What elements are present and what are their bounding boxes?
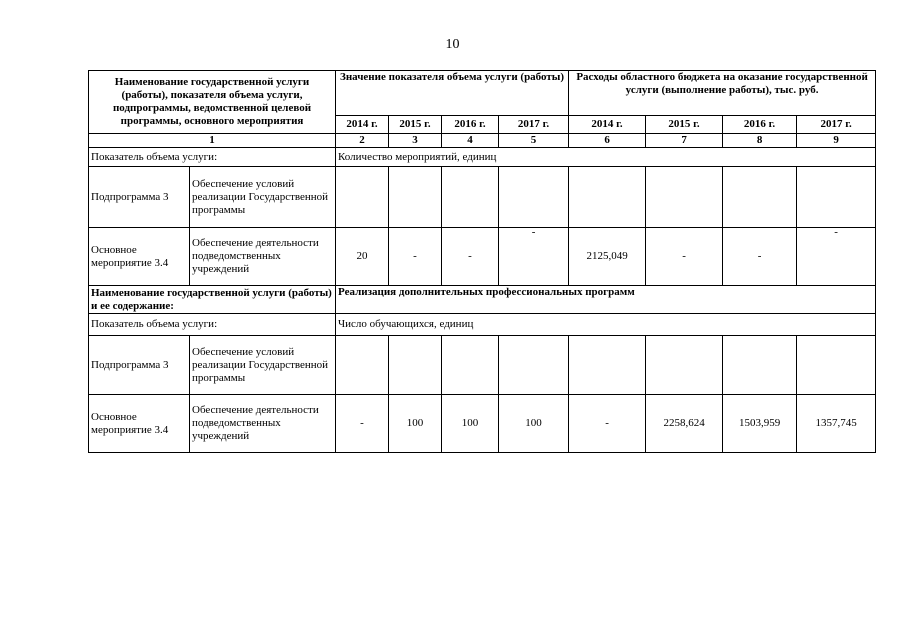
expense-cell	[797, 228, 876, 286]
page-number: 10	[445, 37, 460, 52]
column-number: 2	[336, 134, 389, 148]
column-number: 1	[89, 134, 336, 148]
value-cell: 20	[336, 228, 389, 286]
subprogram-label: Подпрограмма 3	[89, 167, 190, 228]
expense-cell	[569, 167, 646, 228]
expense-cell	[646, 167, 723, 228]
value-cell	[389, 336, 442, 395]
year-header: 2017 г.	[499, 116, 569, 134]
service-name-value: Реализация дополнительных профессиональных программ	[336, 286, 876, 314]
measure-label: Основное мероприятие 3.4	[89, 228, 190, 286]
value-cell: 100	[442, 395, 499, 453]
value-cell	[336, 167, 389, 228]
header-value-group: Значение показателя объема услуги (работы)	[336, 71, 569, 116]
header-name-column: Наименование государственной услуги (работы), показателя объема услуги, подпрограммы, ведомственной целевой программы, основного мероприятия	[89, 71, 336, 134]
measure-label: Основное мероприятие 3.4	[89, 395, 190, 453]
value-cell: 100	[389, 395, 442, 453]
column-number: 5	[499, 134, 569, 148]
year-header: 2017 г.	[797, 116, 876, 134]
value-cell: -	[336, 395, 389, 453]
column-number: 7	[646, 134, 723, 148]
dash-mark: -	[531, 227, 536, 238]
column-number: 4	[442, 134, 499, 148]
measure-description: Обеспечение деятельности подведомственных учреждений	[190, 228, 336, 286]
column-number: 9	[797, 134, 876, 148]
expense-cell	[797, 336, 876, 395]
year-header: 2016 г.	[442, 116, 499, 134]
year-header: 2016 г.	[723, 116, 797, 134]
expense-cell: -	[569, 395, 646, 453]
value-cell: -	[442, 228, 499, 286]
value-cell	[442, 336, 499, 395]
value-cell	[499, 167, 569, 228]
indicator-label: Показатель объема услуги:	[89, 148, 336, 167]
year-header: 2015 г.	[646, 116, 723, 134]
subprogram-label: Подпрограмма 3	[89, 336, 190, 395]
expense-cell	[723, 167, 797, 228]
value-cell	[499, 228, 569, 286]
value-cell: 100	[499, 395, 569, 453]
expense-cell: 1357,745	[797, 395, 876, 453]
value-cell	[336, 336, 389, 395]
year-header: 2014 г.	[569, 116, 646, 134]
service-volume-table	[88, 70, 876, 453]
expense-cell	[646, 336, 723, 395]
indicator-value: Число обучающихся, единиц	[336, 314, 876, 336]
column-number: 8	[723, 134, 797, 148]
indicator-label: Показатель объема услуги:	[89, 314, 336, 336]
year-header: 2014 г.	[336, 116, 389, 134]
service-name-label: Наименование государственной услуги (работы) и ее содержание:	[89, 286, 336, 314]
value-cell	[442, 167, 499, 228]
dash-mark: -	[834, 227, 838, 238]
expense-cell: -	[646, 228, 723, 286]
value-cell	[389, 167, 442, 228]
indicator-value: Количество мероприятий, единиц	[336, 148, 876, 167]
column-number: 6	[569, 134, 646, 148]
header-expense-group: Расходы областного бюджета на оказание государственной услуги (выполнение работы), тыс. руб.	[569, 71, 876, 116]
expense-cell	[723, 336, 797, 395]
expense-cell: 2125,049	[569, 228, 646, 286]
subprogram-description: Обеспечение условий реализации Государственной программы	[190, 336, 336, 395]
value-cell	[499, 336, 569, 395]
column-number: 3	[389, 134, 442, 148]
subprogram-description: Обеспечение условий реализации Государственной программы	[190, 167, 336, 228]
expense-cell: -	[723, 228, 797, 286]
measure-description: Обеспечение деятельности подведомственных учреждений	[190, 395, 336, 453]
value-cell: -	[389, 228, 442, 286]
expense-cell	[569, 336, 646, 395]
expense-cell	[797, 167, 876, 228]
expense-cell: 1503,959	[723, 395, 797, 453]
expense-cell: 2258,624	[646, 395, 723, 453]
year-header: 2015 г.	[389, 116, 442, 134]
